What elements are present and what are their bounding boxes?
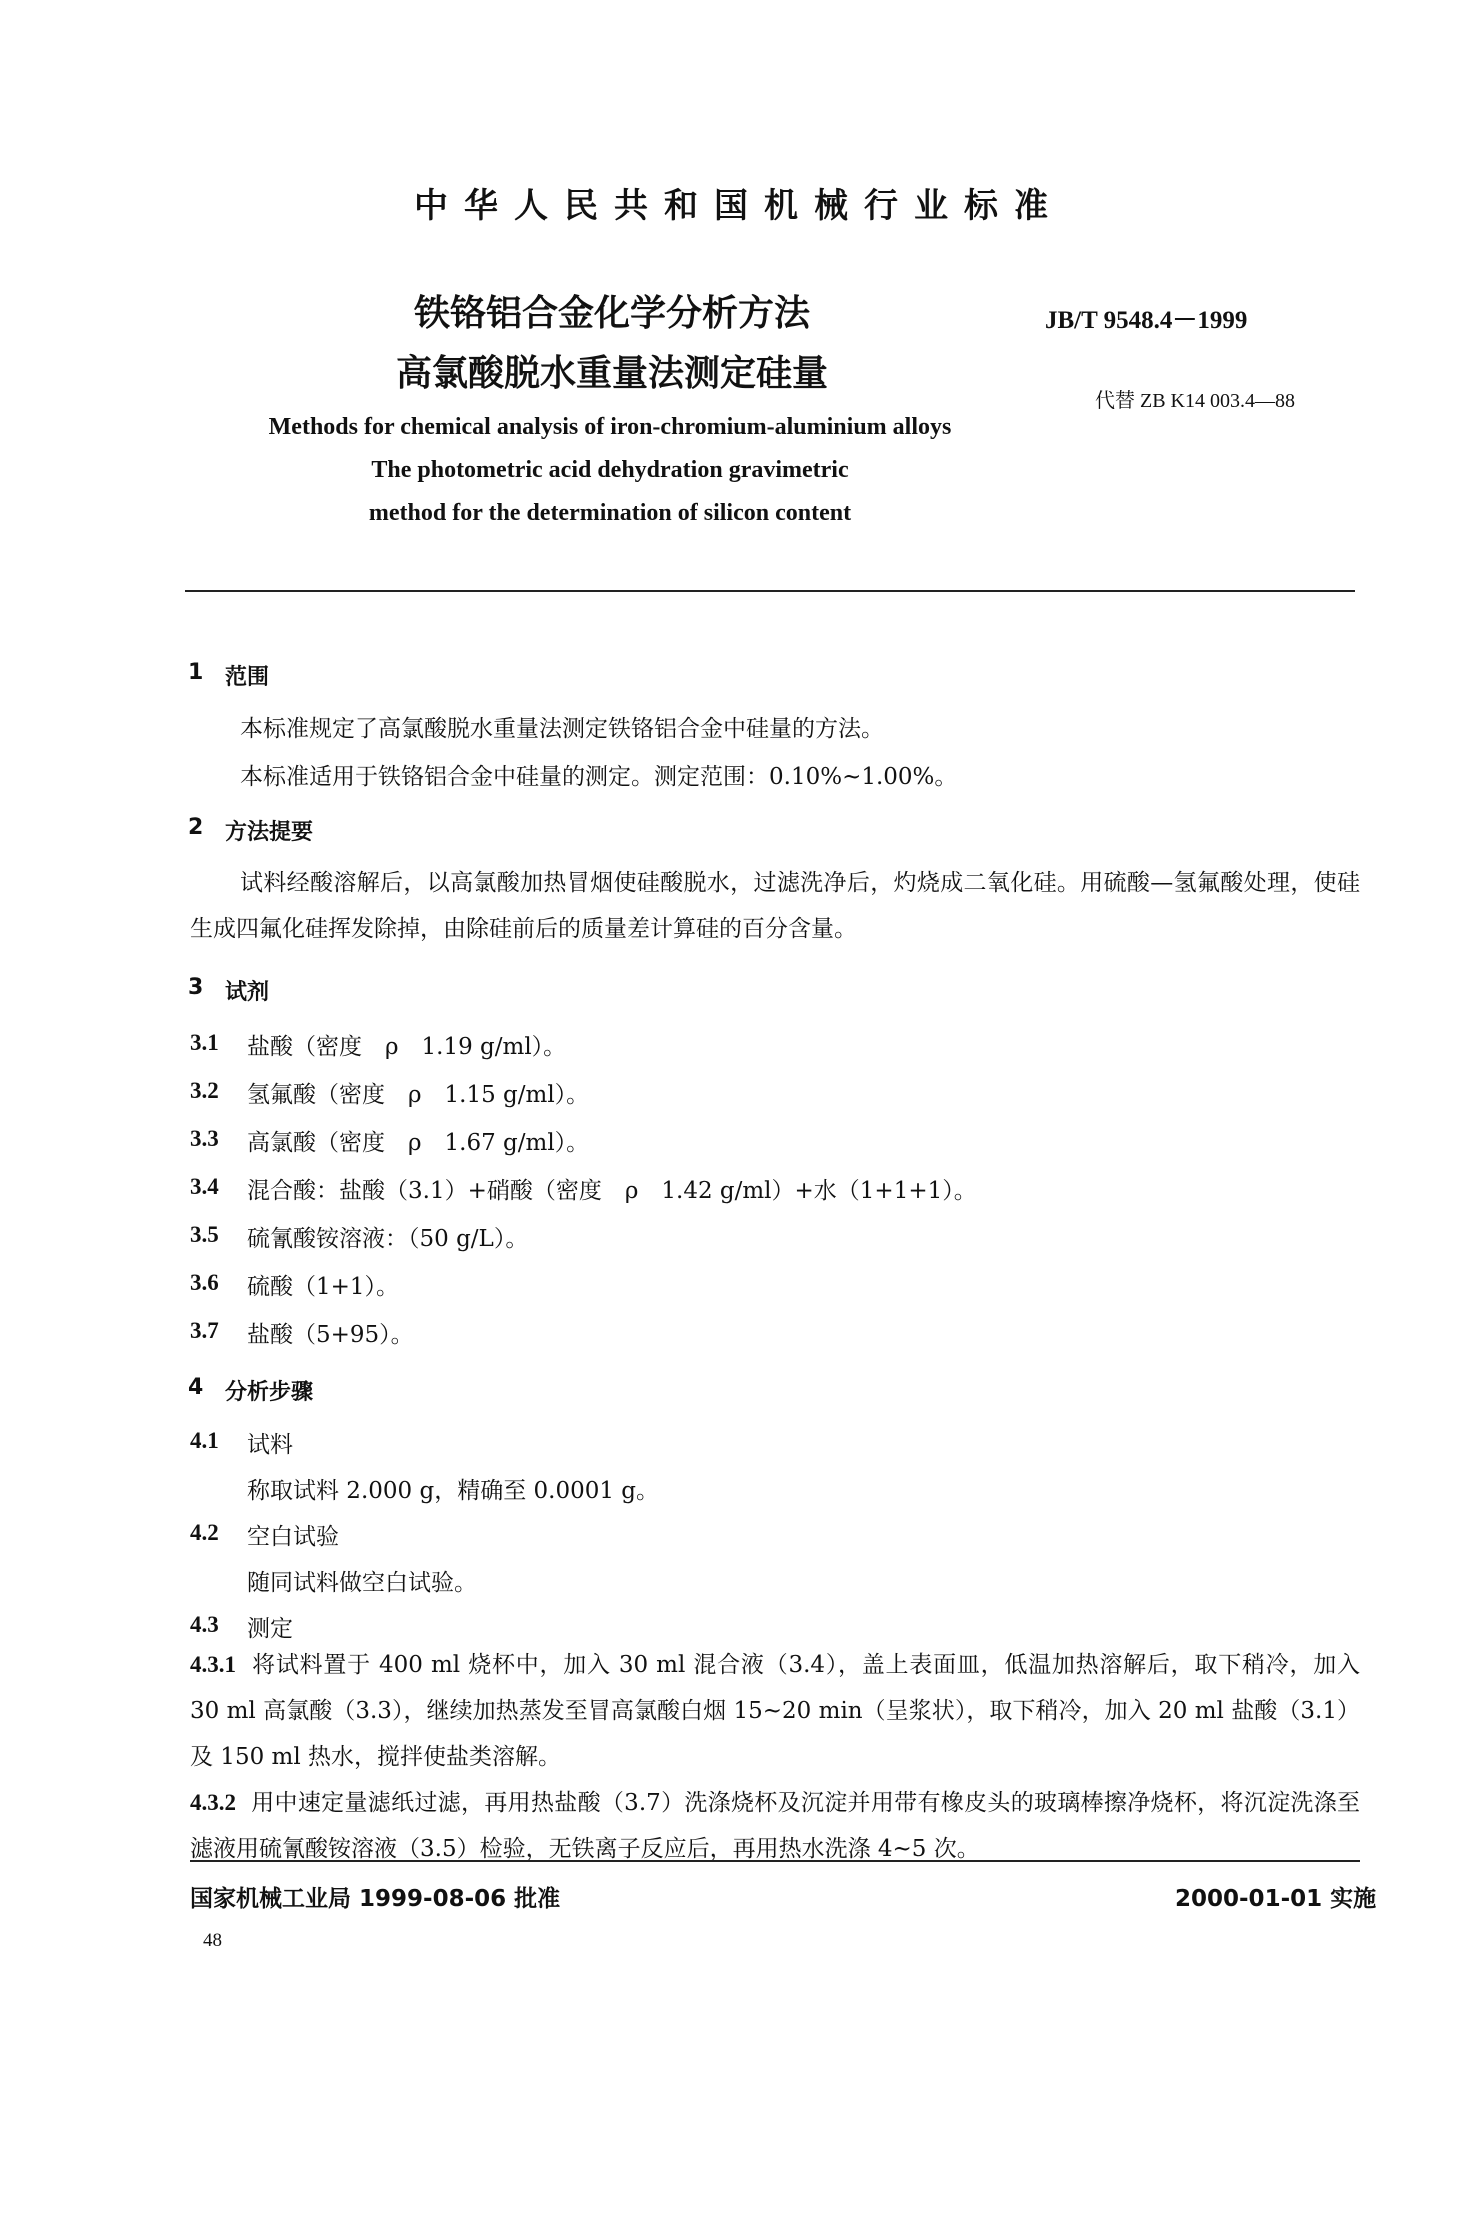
effective-date: 2000-01-01 实施 — [1175, 1886, 1377, 1912]
reagent-text: 混合酸：盐酸（3.1）+硝酸（密度 ρ 1.42 g/ml）+水（1+1+1）。 — [247, 1178, 977, 1204]
english-title-line-1: Methods for chemical analysis of iron-chromium-aluminium alloys — [268, 414, 952, 440]
reagent-text: 高氯酸（密度 ρ 1.67 g/ml）。 — [247, 1130, 590, 1156]
standard-category-title: 中华人民共和国机械行业标准 — [414, 186, 1064, 226]
reagent-number: 3.1 — [190, 1030, 219, 1055]
subsection-4-3-1-text: 将试料置于 400 ml 烧杯中，加入 30 ml 混合液（3.4），盖上表面皿，低温加热溶解后，取下稍冷，加入 30 ml 高氯酸（3.3），继续加热蒸发至冒高氯酸白烟 15~20 min（呈浆状），取下稍冷，加入 20 ml 盐酸（3.1）及 150 ml 热水，搅拌使盐类溶解。 — [190, 1652, 1360, 1770]
subsection-4-1-number: 4.1 — [190, 1428, 219, 1453]
subsection-4-1-title: 试料 — [247, 1432, 293, 1458]
section-2-title: 方法提要 — [225, 820, 314, 845]
english-title-line-2: The photometric acid dehydration gravimetric — [371, 457, 849, 483]
subsection-4-2-title: 空白试验 — [247, 1524, 339, 1550]
subsection-4-3-2-text: 用中速定量滤纸过滤，再用热盐酸（3.7）洗涤烧杯及沉淀并用带有橡皮头的玻璃棒擦净烧杯，将沉淀洗涤至滤液用硫氰酸铵溶液（3.5）检验，无铁离子反应后，再用热水洗涤 4~5 次。 — [190, 1790, 1361, 1862]
page-number: 48 — [203, 1930, 222, 1951]
replaces-standard: 代替 ZB K14 003.4—88 — [1095, 390, 1295, 412]
subsection-4-1-text: 称取试料 2.000 g，精确至 0.0001 g。 — [247, 1478, 660, 1504]
subsection-4-3-1-number: 4.3.1 — [190, 1652, 236, 1677]
section-1-para-1: 本标准规定了高氯酸脱水重量法测定铁铬铝合金中硅量的方法。 — [240, 716, 884, 742]
section-2-para: 试料经酸溶解后，以高氯酸加热冒烟使硅酸脱水，过滤洗净后，灼烧成二氧化硅。用硫酸—氢氟酸处理，使硅生成四氟化硅挥发除掉，由除硅前后的质量差计算硅的百分含量。 — [190, 870, 1360, 942]
subsection-4-3-number: 4.3 — [190, 1612, 219, 1637]
reagent-text: 硫酸（1+1）。 — [247, 1274, 400, 1300]
reagent-number: 3.4 — [190, 1174, 219, 1199]
subsection-4-2-number: 4.2 — [190, 1520, 219, 1545]
section-3-number: 3 — [188, 975, 204, 1000]
reagent-number: 3.5 — [190, 1222, 219, 1247]
section-2-number: 2 — [188, 815, 204, 840]
subsection-4-3-2-number: 4.3.2 — [190, 1790, 236, 1815]
approval-line: 国家机械工业局 1999-08-06 批准 — [190, 1886, 561, 1912]
section-4-title: 分析步骤 — [225, 1380, 314, 1405]
reagent-text: 盐酸（5+95）。 — [247, 1322, 414, 1348]
subsection-4-3-title: 测定 — [247, 1616, 293, 1642]
footer-divider — [190, 1860, 1360, 1862]
section-1-number: 1 — [188, 660, 204, 685]
section-4-number: 4 — [188, 1375, 204, 1400]
reagent-number: 3.6 — [190, 1270, 219, 1295]
reagent-number: 3.3 — [190, 1126, 219, 1151]
chinese-title-line-2: 高氯酸脱水重量法测定硅量 — [395, 353, 828, 394]
reagent-text: 硫氰酸铵溶液：（50 g/L）。 — [247, 1226, 529, 1252]
subsection-4-2-text: 随同试料做空白试验。 — [247, 1570, 477, 1596]
reagent-text: 氢氟酸（密度 ρ 1.15 g/ml）。 — [247, 1082, 590, 1108]
english-title-line-3: method for the determination of silicon content — [368, 500, 852, 526]
standard-number: JB/T 9548.4－1999 — [1045, 307, 1248, 334]
header-divider — [185, 590, 1355, 592]
reagent-text: 盐酸（密度 ρ 1.19 g/ml）。 — [247, 1034, 567, 1060]
section-3-title: 试剂 — [225, 980, 270, 1005]
section-1-title: 范围 — [225, 665, 270, 690]
chinese-title-line-1: 铁铬铝合金化学分析方法 — [413, 293, 810, 334]
reagent-number: 3.2 — [190, 1078, 219, 1103]
reagent-number: 3.7 — [190, 1318, 219, 1343]
subsection-4-3-2 — [190, 1780, 1360, 1872]
section-1-para-2: 本标准适用于铁铬铝合金中硅量的测定。测定范围：0.10%~1.00%。 — [240, 764, 958, 790]
subsection-4-3-1 — [190, 1642, 1360, 1780]
